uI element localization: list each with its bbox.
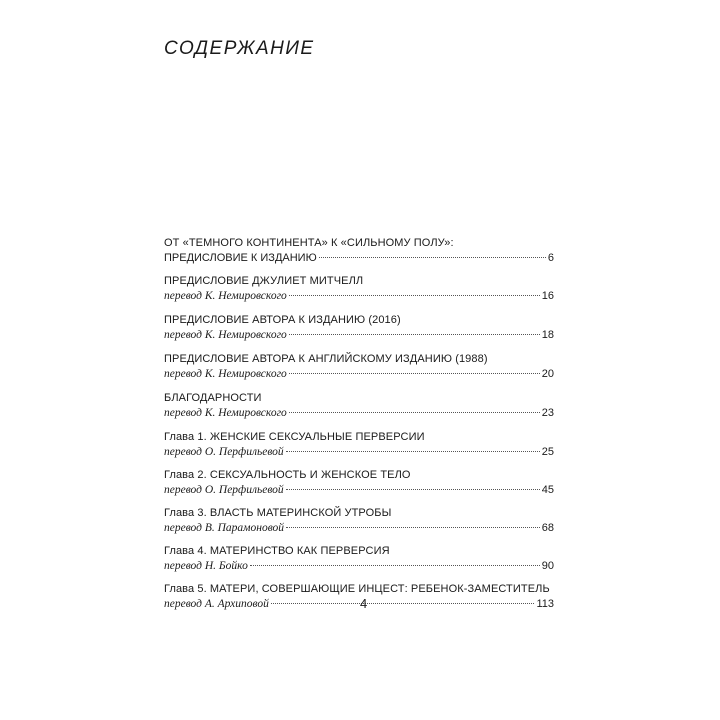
toc-entry-page: 18: [541, 329, 554, 341]
toc-entry: [164, 391, 554, 421]
toc-entry: [164, 468, 554, 498]
toc-entry-translator: перевод О. Перфильевой: [164, 446, 284, 458]
toc-entry-translator: перевод Н. Бойко: [164, 560, 248, 572]
dot-leader: [286, 527, 540, 528]
toc-entry-heading: ПРЕДИСЛОВИЕ АВТОРА К ИЗДАНИЮ (2016): [164, 314, 401, 326]
dot-leader: [286, 489, 540, 490]
toc-entry-line: [164, 445, 554, 460]
toc-entry-translator: перевод О. Перфильевой: [164, 484, 284, 496]
toc-entry-page: 20: [541, 368, 554, 380]
toc-entry-heading: БЛАГОДАРНОСТИ: [164, 392, 262, 404]
toc-entry-page: 23: [541, 407, 554, 419]
dot-leader: [250, 565, 540, 566]
dot-leader: [289, 412, 540, 413]
dot-leader: [289, 373, 540, 374]
toc-entry: [164, 430, 554, 460]
toc-entry-line: [164, 367, 554, 382]
toc-entry: [164, 582, 554, 612]
toc-entry-heading: Глава 1. ЖЕНСКИЕ СЕКСУАЛЬНЫЕ ПЕРВЕРСИИ: [164, 431, 425, 443]
dot-leader: [286, 451, 540, 452]
toc-entry: [164, 274, 554, 304]
toc-entry-translator: перевод К. Немировского: [164, 368, 287, 380]
toc-entry: [164, 236, 554, 266]
dot-leader: [289, 334, 540, 335]
toc-entry-heading: ОТ «ТЕМНОГО КОНТИНЕНТА» К «СИЛЬНОМУ ПОЛУ»:: [164, 237, 454, 249]
toc-entry-heading: Глава 3. ВЛАСТЬ МАТЕРИНСКОЙ УТРОБЫ: [164, 507, 392, 519]
toc-entry-translator: перевод К. Немировского: [164, 407, 287, 419]
toc-entry-page: 90: [541, 560, 554, 572]
dot-leader: [271, 603, 535, 604]
dot-leader: [319, 257, 546, 258]
toc-entry-line: [164, 597, 554, 612]
toc-entry-heading: Глава 2. СЕКСУАЛЬНОСТЬ И ЖЕНСКОЕ ТЕЛО: [164, 469, 411, 481]
toc-entry: [164, 544, 554, 574]
page-title: СОДЕРЖАНИЕ: [164, 38, 315, 59]
toc-entry-heading: Глава 4. МАТЕРИНСТВО КАК ПЕРВЕРСИЯ: [164, 545, 390, 557]
dot-leader: [289, 295, 540, 296]
toc-entry-translator: перевод К. Немировского: [164, 329, 287, 341]
toc-entry-line: [164, 251, 554, 266]
toc-entry: [164, 506, 554, 536]
page-number: 4: [360, 596, 368, 611]
toc-entry: [164, 352, 554, 382]
toc-entry-line: [164, 483, 554, 498]
toc-entry-page: 16: [541, 290, 554, 302]
toc-entry-translator: перевод В. Парамоновой: [164, 522, 285, 534]
toc-entry-page: 6: [547, 252, 554, 264]
toc-entry: [164, 313, 554, 343]
toc-entry-line: [164, 328, 554, 343]
toc-entry-heading: Глава 5. МАТЕРИ, СОВЕРШАЮЩИЕ ИНЦЕСТ: РЕБЕНОК-ЗАМЕСТИТЕЛЬ: [164, 583, 550, 595]
toc-entry-page: 68: [541, 522, 554, 534]
toc-entry-subtitle: ПРЕДИСЛОВИЕ К ИЗДАНИЮ: [164, 252, 317, 264]
toc-entry-translator: перевод А. Архиповой: [164, 598, 269, 610]
toc-entry-page: 113: [536, 598, 554, 610]
toc-entry-line: [164, 289, 554, 304]
toc-entry-page: 25: [541, 446, 554, 458]
toc-entry-heading: ПРЕДИСЛОВИЕ ДЖУЛИЕТ МИТЧЕЛЛ: [164, 275, 364, 287]
toc-entry-line: [164, 521, 554, 536]
toc-entry-line: [164, 559, 554, 574]
toc-entry-translator: перевод К. Немировского: [164, 290, 287, 302]
toc-entry-page: 45: [541, 484, 554, 496]
toc-entry-heading: ПРЕДИСЛОВИЕ АВТОРА К АНГЛИЙСКОМУ ИЗДАНИЮ (1988): [164, 353, 488, 365]
toc-entry-line: [164, 406, 554, 421]
